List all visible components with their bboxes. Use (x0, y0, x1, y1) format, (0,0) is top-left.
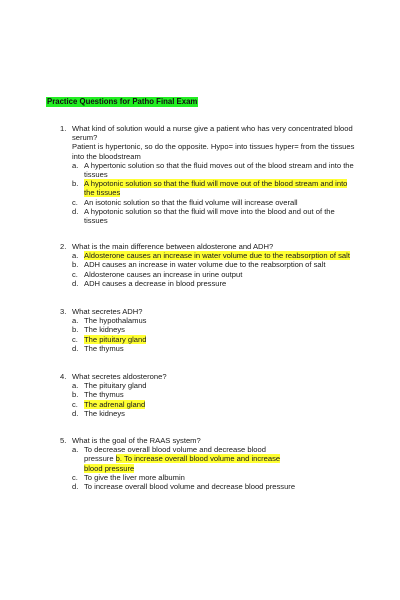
option-letter: a. (72, 381, 79, 391)
highlighted-answer: b. To increase overall blood volume and increase blood pressure (84, 454, 281, 473)
option-text: To give the liver more albumin (84, 472, 185, 482)
option-letter: d. (72, 408, 79, 418)
question-number: 1. (60, 124, 67, 133)
question-text: What is the goal of the RAAS system? (72, 436, 201, 445)
option-c (60, 473, 360, 482)
option-a (60, 161, 360, 179)
question-text: What kind of solution would a nurse give a patient who has very concentrated blood serum? (72, 124, 353, 143)
option-letter: a. (72, 316, 79, 326)
option-letter: d. (72, 278, 79, 288)
question-number: 3. (60, 307, 67, 316)
question-1 (60, 124, 360, 225)
question-text: What is the main difference between aldosterone and ADH? (72, 242, 274, 251)
option-letter: a. (72, 251, 79, 261)
option-text: The hypothalamus (84, 316, 147, 326)
option-text: The kidneys (84, 325, 125, 335)
option-text: A hypotonic solution so that the fluid will move into the blood and out of the tissues (84, 206, 335, 226)
option-letter: b. (72, 325, 79, 335)
option-b (60, 325, 360, 334)
option-b (60, 390, 360, 399)
option-a (60, 251, 360, 260)
option-text: To decrease overall blood volume and decrease blood pressure (84, 445, 266, 464)
option-c (60, 400, 360, 409)
document-title: Practice Questions for Patho Final Exam (47, 97, 198, 106)
option-d (60, 344, 360, 353)
question-note: Patient is hypertonic, so do the opposite. Hypo= into tissues hyper= from the tissues into the bloodstream (72, 142, 355, 161)
question-number: 5. (60, 436, 67, 445)
option-text: ADH causes a decrease in blood pressure (84, 278, 227, 288)
option-letter: a. (72, 445, 79, 455)
option-letter: b. (72, 260, 79, 270)
question-5 (60, 436, 360, 491)
highlighted-answer: The pituitary gland (84, 334, 147, 344)
option-d (60, 482, 360, 491)
highlighted-answer: Aldosterone causes an increase in water volume due to the reabsorption of salt (84, 251, 350, 261)
option-d (60, 207, 360, 225)
option-a (60, 445, 360, 473)
option-letter: c. (72, 399, 78, 409)
option-letter: c. (72, 334, 78, 344)
question-text: What secretes aldosterone? (72, 372, 167, 381)
option-c (60, 198, 360, 207)
highlighted-answer: The adrenal gland (84, 399, 146, 409)
option-text: ADH causes an increase in water volume due to the reabsorption of salt (84, 260, 326, 270)
option-letter: c. (72, 269, 78, 279)
option-b (60, 179, 360, 197)
option-letter: a. (72, 160, 79, 170)
option-a (60, 316, 360, 325)
option-text: A hypertonic solution so that the fluid moves out of the blood stream and into the tissues (84, 160, 354, 180)
option-text: The thymus (84, 390, 124, 400)
question-number: 4. (60, 372, 67, 381)
option-letter: b. (72, 179, 79, 189)
highlighted-answer: A hypotonic solution so that the fluid will move out of the blood stream and into the tissues (84, 179, 348, 198)
option-text: The thymus (84, 343, 124, 353)
option-c (60, 270, 360, 279)
option-text: To increase overall blood volume and decrease blood pressure (84, 482, 296, 492)
question-2 (60, 242, 360, 288)
option-text: An isotonic solution so that the fluid volume will increase overall (84, 197, 298, 207)
option-text: The pituitary gland (84, 381, 147, 391)
option-b (60, 260, 360, 269)
question-4 (60, 372, 360, 418)
question-3 (60, 307, 360, 353)
option-letter: c. (72, 197, 78, 207)
option-d (60, 409, 360, 418)
option-letter: c. (72, 472, 78, 482)
question-number: 2. (60, 242, 67, 251)
option-letter: d. (72, 206, 79, 216)
question-text: What secretes ADH? (72, 307, 143, 316)
option-letter: b. (72, 390, 79, 400)
option-letter: d. (72, 482, 79, 492)
option-a (60, 381, 360, 390)
option-text: The kidneys (84, 408, 125, 418)
option-d (60, 279, 360, 288)
option-letter: d. (72, 343, 79, 353)
option-text: Aldosterone causes an increase in urine output (84, 269, 243, 279)
option-c (60, 335, 360, 344)
